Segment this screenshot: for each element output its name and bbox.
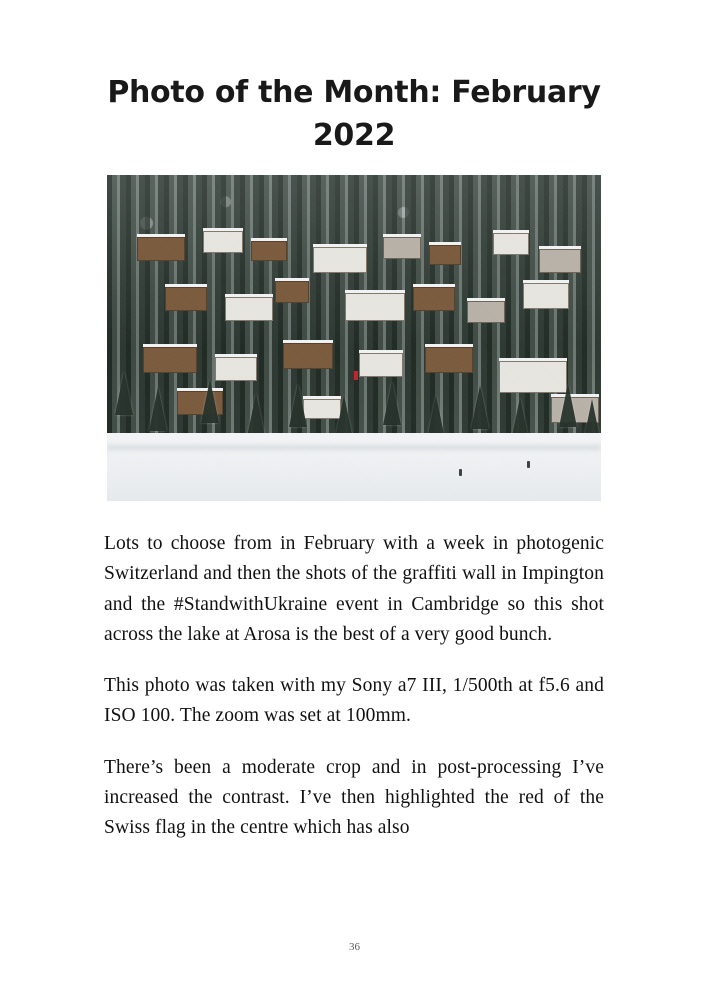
paragraph: This photo was taken with my Sony a7 III, 1/500th at f5.6 and ISO 100. The zoom was set at 100mm. (104, 675, 604, 727)
chalet (313, 247, 367, 273)
chalet (523, 283, 569, 309)
page-content (104, 72, 604, 864)
chalet (345, 293, 405, 321)
skier-figure (527, 461, 530, 468)
pine-tree (247, 393, 265, 437)
pine-tree (471, 385, 489, 429)
chalet (359, 353, 403, 377)
chalet (137, 237, 185, 261)
photo-figure (107, 175, 601, 501)
chalet (275, 281, 309, 303)
page-title: Photo of the Month: February 2022 (107, 75, 601, 153)
pine-tree (115, 371, 133, 415)
chalet (215, 357, 257, 381)
chalet (413, 287, 455, 311)
pine-tree (201, 379, 219, 423)
chalet (429, 245, 461, 265)
chalet (225, 297, 273, 321)
chalet (539, 249, 581, 273)
pine-tree (149, 387, 167, 431)
paragraph: Lots to choose from in February with a week in photogenic Switzerland and then the shots of the graffiti wall in Impington and the #StandwithUkraine event in Cambridge so this shot across the lake at Arosa is the best of a very good bunch. (104, 533, 604, 645)
chalet (203, 231, 243, 253)
skier-figure (459, 469, 462, 476)
pine-tree (289, 383, 307, 427)
pine-tree (559, 383, 577, 427)
chalet (165, 287, 207, 311)
chalet (493, 233, 529, 255)
chalet (499, 361, 567, 393)
chalet (251, 241, 287, 261)
chalet (143, 347, 197, 373)
paragraph: There’s been a moderate crop and in post-processing I’ve increased the contrast. I’ve then highlighted the red of the Swiss flag in the centre which has also (104, 756, 604, 838)
chalet (425, 347, 473, 373)
chalet (283, 343, 333, 369)
chalet (383, 237, 421, 259)
pine-tree (383, 381, 401, 425)
chalet (467, 301, 505, 323)
swiss-flag-marker (354, 371, 358, 380)
page-number: 36 (349, 941, 360, 953)
